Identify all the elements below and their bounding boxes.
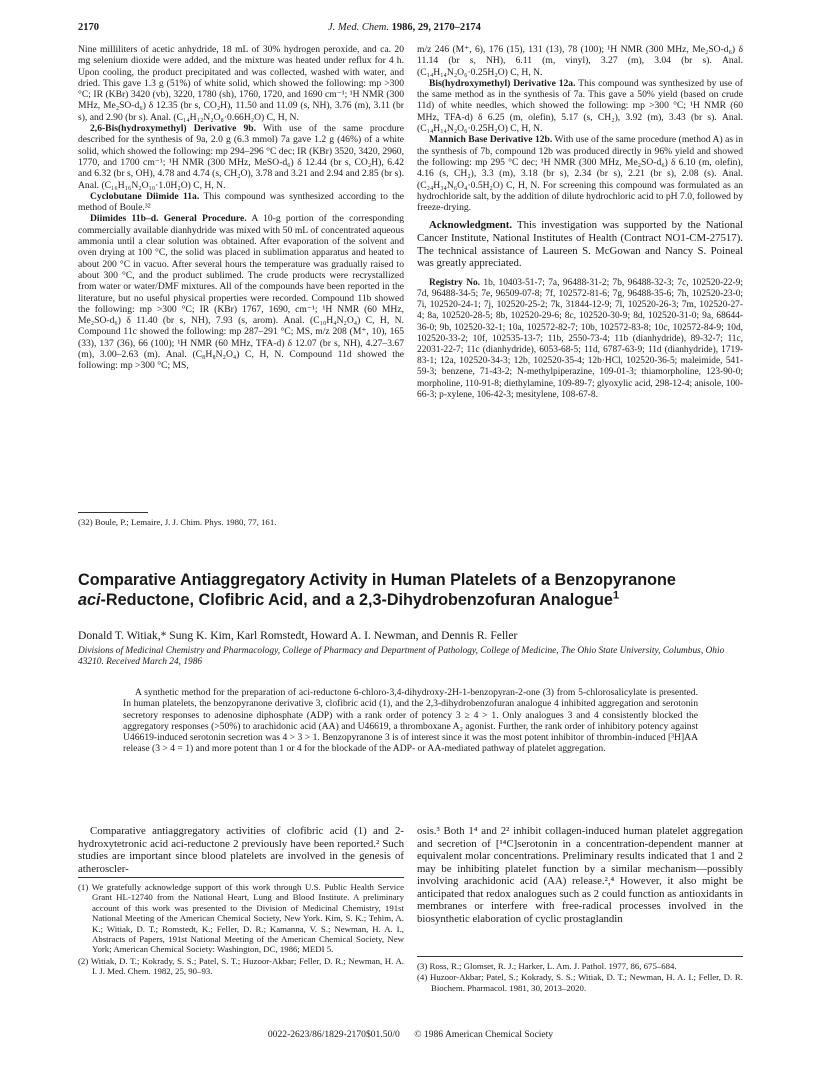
paragraph-12b bbox=[417, 134, 743, 213]
footnote-2: (2) Witiak, D. T.; Kokrady, S. S.; Patel, S. T.; Huzoor-Akbar; Feller, D. R.; Newman, H. A. I. J. Med. Chem. 1982, 25, 90–93. bbox=[78, 955, 404, 977]
intro-right-paragraph: osis.³ Both 1⁴ and 2² inhibit collagen-induced human platelet aggregation and secretion of [¹⁴C]serotonin in a concentration-dependent manner at equivalent molar concentrations. Preliminary results indicated that 1 and 2 may be inhibiting platelet function by a similar mechanism—possibly involving arachidonic acid (AA) release.²,⁴ However, it also might be anticipated that redox analogues such as 2 could function as antioxidants in membranes or interfere with free-radical processes involved in the biosynthetic elaboration of cyclic prostaglandin bbox=[417, 825, 743, 925]
footnote-32-text: (32) Boule, P.; Lemaire, J. J. Chim. Phys. 1980, 77, 161. bbox=[78, 517, 277, 527]
paragraph-12a bbox=[417, 78, 743, 134]
text-9b: With use of the same procdure described for the synthesis of 9a, 2.0 g (6.3 mmol) 7a gave 1.2 g (46%) of a white solid, which showed the following: mp 294–296 °C dec; IR (KBr) 3520, 3420, 2960, 1770, and 1700 cm⁻¹; ¹H NMR (300 MHz, MeSO-d₆) δ 12.44 (br s, CO₂H), 6.42 and 6.32 (br s, OH), 4.78 and 4.74 (s, CH₂O), 3.78 and 3.21 and 2.94 and 2.85 (br s). Anal. (C₁₆H₁₆N₂O₁₀·1.0H₂O) C, H, N. bbox=[78, 123, 405, 191]
article-title bbox=[78, 570, 743, 610]
experimental-left-column bbox=[78, 44, 404, 372]
text-11bd: A 10-g portion of the corresponding commercially available dianhydride was mixed with 50 mL of concentrated aqueous ammonia until a clear solution was obtained. After evaporation of the solvent and oven drying at 100 °C, the solid was placed in sublimation apparatus and heated to about 200 °C in vacuo. After several hours the temperature was gradually raised to about 300 °C, and the product sublimed. The crude products were recrystallized from water or water/DMF mixtures. All of the compounds have been reported in the literature, but no useful physical properties were recorded. Compound 11b showed the following: mp >300 °C; IR (KBr) 1767, 1690, cm⁻¹; ¹H NMR (60 MHz, Me₂SO-d₆) δ 11.40 (br s, NH), 7.93 (s, arom). Anal. (C₁₀H₄N₂O₄) C, H, N. Compound 11c showed the following: mp 287–291 °C; MS, m/z 208 (M⁺, 10), 165 (33), 137 (36), 66 (100); ¹H NMR (60 MHz, TFA-d) δ 12.07 (br s, NH), 4.27–3.67 (m), 3.00–2.63 (m). Anal. (C₈H₈N₂O₄) C, H, N. Compound 11d showed the following: mp >300 °C; MS, bbox=[78, 213, 405, 372]
footnote-3: (3) Ross, R.; Glomset, R. J.; Harker, L. Am. J. Pathol. 1977, 86, 675–684. bbox=[417, 961, 677, 971]
journal-citation bbox=[328, 22, 588, 33]
registry-heading: Registry No. bbox=[429, 277, 481, 288]
heading-11bd: Diimides 11b–d. General Procedure. bbox=[90, 213, 247, 225]
registry-text: 1b, 10403-51-7; 7a, 96488-31-2; 7b, 96488-32-3; 7c, 102520-22-9; 7d, 96488-34-5; 7e, 96509-07-8; 7f, 102572-81-6; 7g, 96488-35-6; 7h, 102520-23-0; 7i, 102520-24-1; 7j, 102520-25-2; 7k, 31844-12-9; 7l, 102520-26-3; 7m, 102520-27-4; 8a, 102520-28-5; 8b, 102520-29-6; 8c, 102520-30-9; 8d, 102520-31-0; 9a, 68644-36-0; 9b, 102520-32-1; 10a, 102572-82-7; 10b, 102572-83-8; 10c, 102572-84-9; 10d, 102520-33-2; 10f, 102535-13-7; 11b, 2550-73-4; 11b (dianhydride), 89-32-7; 11c, 22031-22-7; 11c (dianhydride), 6053-68-5; 11d, 6787-63-9; 11d (dianhydride), 1719-83-1; 12a, 102520-34-3; 12b, 102520-35-4; 12b·HCl, 102520-36-5; maleimide, 541-59-3; benzene, 71-43-2; N-methylpiperazine, 109-01-3; thiamorpholine, 123-90-0; morpholine, 110-91-8; diethylamine, 109-89-7; glyoxylic acid, 298-12-4; anisole, 100-66-3; p-xylene, 106-42-3; mesitylene, 108-67-8. bbox=[417, 277, 743, 400]
footnote-32 bbox=[78, 517, 404, 528]
page-number: 2170 bbox=[78, 22, 99, 33]
text-11a: This compound was synthesized according to the method of Boule.³² bbox=[78, 190, 404, 214]
copyright: © 1986 American Chemical Society bbox=[414, 1029, 554, 1040]
footnotes-right bbox=[417, 961, 743, 994]
footnote-4: (4) Huzoor-Akbar; Patel, S.; Kokrady, S. S.; Witiak, D. T.; Newman, H. A. I.; Feller, D. R. Biochem. Pharmacol. 1981, 30, 2013–2020. bbox=[417, 972, 743, 993]
page-footer bbox=[78, 1029, 743, 1040]
author-list: Donald T. Witiak,* Sung K. Kim, Karl Romstedt, Howard A. I. Newman, and Dennis R. Feller bbox=[78, 629, 518, 642]
running-header bbox=[78, 22, 743, 36]
journal-name: J. Med. Chem. bbox=[328, 22, 389, 33]
paragraph-11bd bbox=[78, 213, 404, 371]
heading-9b: 2,6-Bis(hydroxymethyl) Derivative 9b. bbox=[90, 123, 257, 135]
journal-volume: 1986, 29, 2170–2174 bbox=[391, 22, 481, 33]
acknowledgment bbox=[417, 219, 743, 269]
title-line-1: Comparative Antiaggregatory Activity in Human Platelets of a Benzopyranone bbox=[78, 571, 676, 589]
title-line-2 bbox=[78, 590, 743, 610]
experimental-right-column bbox=[417, 44, 743, 401]
registry-numbers bbox=[417, 278, 743, 401]
article-code: 0022-2623/86/1829-2170$01.50/0 bbox=[267, 1029, 400, 1040]
paragraph-9b bbox=[78, 123, 404, 191]
title-footnote-mark: 1 bbox=[612, 589, 620, 602]
acknowledgment-heading: Acknowledgment. bbox=[429, 219, 513, 232]
text-12b: With use of the same procedure (method A) as in the synthesis of 7b, compound 12b was produced directly in 96% yield and showed the following: mp 295 °C dec; ¹H NMR (300 MHz, Me₂SO-d₆) δ 6.10 (m, olefin), 4.16 (s, CH₂), 3.3 (m), 3.18 (br s), 2.34 (br s), 2.21 (br s), 2.08 (s). Anal. (C₂₄H₃₄N₆O₄·0.5H₂O) C, H, N. For screening this compound was formulated as an hydrochloride salt, by the addition of dilute hydrochloric acid to pH 7.0, followed by freeze-drying. bbox=[417, 134, 743, 214]
footnote-divider bbox=[78, 512, 148, 513]
text-12a: This compound was synthesized by use of the same method as in the synthesis of 7a. This gave a 50% yield (based on crude 11d) of white needles, which showed the following: mp >300 °C; ¹H NMR (60 MHz, TFA-d) δ 6.25 (m, olefin), 5.17 (s, CH₂), 3.92 (m), 3.43 (br s). Anal. (C₁₄H₁₄N₂O₆·0.25H₂O) C, H, N. bbox=[417, 77, 743, 135]
title-rest: -Reductone, Clofibric Acid, and a 2,3-Dihydrobenzofuran Analogue bbox=[100, 591, 613, 609]
footnote-1: (1) We gratefully acknowledge support of this work through U.S. Public Health Service Grant HL-12740 from the National Heart, Lung and Blood Institute. A preliminary account of this work was presented to the Division of Medicinal Chemistry, 191st National Meeting of the American Chemical Society, New York. Kim, S. K.; Tehim, A. K.; Witiak, D. T.; Romstedt, K.; Feller, D. R.; Kamanna, V. S.; Newman, H. A. I., Abstracts of Papers, 191st National Meeting of the American Chemical Society, New York; American Chemical Society: Washington, DC, 1986; MEDI 5. bbox=[78, 882, 404, 955]
footnote-rule-right bbox=[417, 956, 743, 957]
footnote-rule-left bbox=[78, 877, 404, 878]
abstract: A synthetic method for the preparation of aci-reductone 6-chloro-3,4-dihydroxy-2H-1-benzopyran-2-one (3) from 5-chlorosalicylate is presented. In human platelets, the benzopyranone derivative 3, clofibric acid (1), and the 2,3-dihydrobenzofuran analogue 4 inhibited aggregation and serotonin secretory responses to adenosine diphosphate (ADP) with a rank order of potency 3 ≥ 4 > 1. Only analogues 3 and 4 consistently blocked the aggregatory responses (>50%) to arachidonic acid (AA) and U46619, a thromboxane A₂ agonist. Further, the rank order of inhibitory potency against U46619-induced serotonin secretion was 4 > 3 > 1. Benzopyranone 3 is of interest since it was the most potent inhibitor of thrombin-induced [³H]AA release (3 > 4 = 1) and more potent than 1 or 4 for the blockade of the ADP- or AA-mediated pathway of platelet aggregation. bbox=[123, 687, 698, 755]
heading-12a: Bis(hydroxymethyl) Derivative 12a. bbox=[429, 77, 576, 89]
heading-11a: Cyclobutane Diimide 11a. bbox=[90, 190, 200, 202]
footnotes-left bbox=[78, 882, 404, 978]
paragraph-ms-11d: m/z 246 (M⁺, 6), 176 (15), 131 (13), 78 (100); ¹H NMR (300 MHz, Me₂SO-d₆) δ 11.14 (br s, NH), 6.11 (m, vinyl), 3.27 (m), 3.04 (br s). Anal. (C₁₄H₁₄N₂O₆·0.25H₂O) C, H, N. bbox=[417, 44, 743, 78]
heading-12b: Mannich Base Derivative 12b. bbox=[429, 134, 553, 146]
paragraph-procedure: Nine milliliters of acetic anhydride, 18 mL of 30% hydrogen peroxide, and ca. 20 mg selenium dioxide were added, and the mixture was heated under reflux for 4 h. Upon cooling, the product precipitated and was collected, washed with water, and dried. This gave 1.3 g (51%) of white solid, which showed the following: mp >300 °C; IR (KBr) 3420 (vb), 3220, 1780 (sh), 1760, 1720, and 1690 cm⁻¹; ¹H NMR (300 MHz, Me₂SO-d₆) δ 12.35 (br s, CO₂H), 11.50 and 11.09 (s, NH), 3.76 (m), 3.11 (br s), and 2.90 (br s). Anal. (C₁₄H₁₂N₂O₈·0.66H₂O) C, H, N. bbox=[78, 44, 404, 123]
acknowledgment-text: This investigation was supported by the National Cancer Institute, National Institutes of Health (Contract NO1-CM-27517). The technical assistance of Laureen S. McGowan and Nancy S. Poineal was greatly appreciated. bbox=[417, 219, 743, 270]
intro-left-paragraph: Comparative antiaggregatory activities of clofibric acid (1) and 2-hydroxytetronic acid aci-reductone 2 previously have been reported.² Such studies are important since blood platelets are involved in the genesis of atheroscler- bbox=[78, 825, 404, 875]
title-aci: aci bbox=[78, 591, 101, 609]
affiliation: Divisions of Medicinal Chemistry and Pharmacology, College of Pharmacy and Department of Pathology, College of Medicine, The Ohio State University, Columbus, Ohio 43210. Received March 24, 1986 bbox=[78, 646, 725, 668]
paragraph-11a bbox=[78, 191, 404, 214]
